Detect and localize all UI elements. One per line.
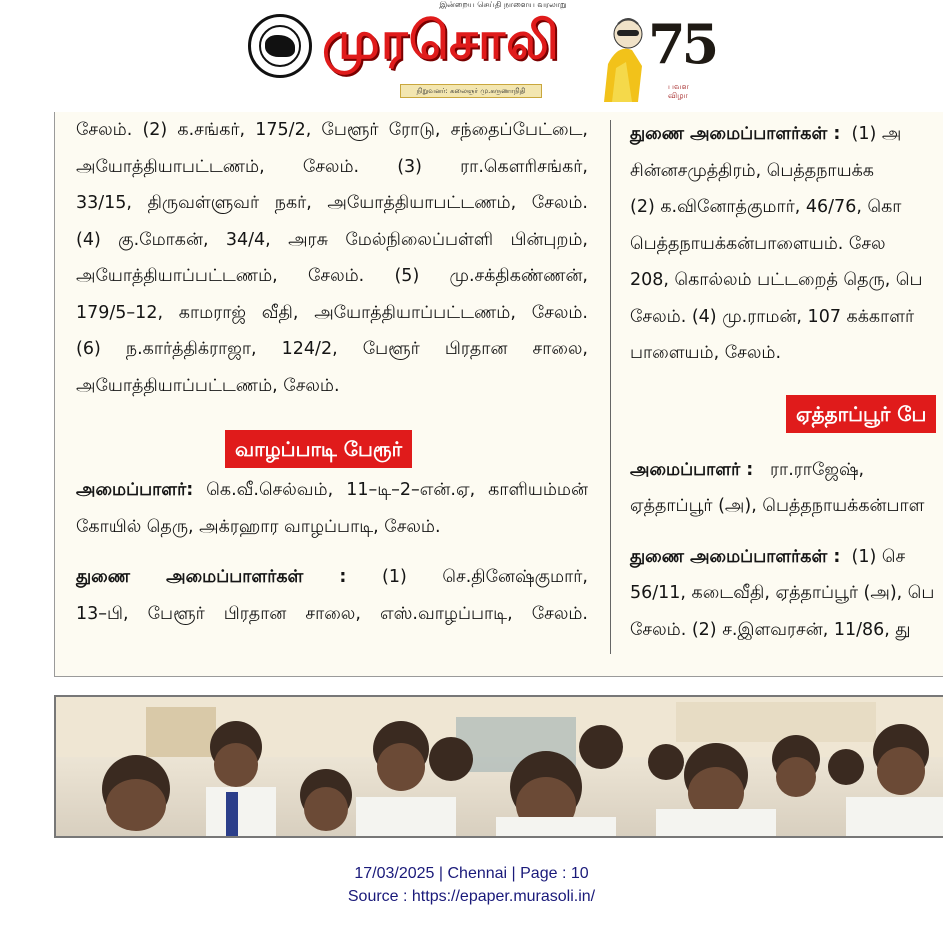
organiser-label: அமைப்பாளர் : — [630, 459, 754, 480]
page-footer — [0, 862, 943, 908]
text-line: ஏத்தாப்பூர் (அ), பெத்தநாயக்கன்பாள — [630, 496, 925, 516]
article-body — [54, 112, 943, 677]
text-line: சின்னசமுத்திரம், பெத்தநாயக்க — [630, 160, 874, 181]
column-divider — [610, 120, 611, 654]
left-column — [76, 112, 588, 632]
event-photo — [54, 695, 943, 838]
deputy-label: துணை அமைப்பாளர்கள் : — [630, 546, 841, 567]
text-line: (2) க.வினோத்குமார், 46/76, கொ — [630, 197, 902, 217]
text-line: 13–பி, பேளூர் பிரதான சாலை, எஸ்.வாழப்பாடி, சேலம். — [76, 603, 588, 624]
anniversary-caption: பவள விழா — [668, 82, 689, 100]
text-line: கோயில் தெரு, அக்ரஹார வாழப்பாடி, சேலம். — [76, 516, 441, 537]
text-line: பெத்தநாயக்கன்பாளையம். சேல — [630, 233, 886, 254]
organiser-label: அமைப்பாளர்: — [76, 480, 194, 500]
organiser-entry — [76, 472, 588, 509]
organiser-text: கெ.வீ.செல்வம், 11–டி–2–என்.ஏ, காளியம்மன் — [206, 480, 588, 500]
deputy-entry — [76, 559, 588, 596]
text-line: 33/15, திருவள்ளுவர் நகர், அயோத்தியாபட்டணம், சேலம். — [76, 193, 588, 213]
text-line: சேலம். (4) மு.ராமன், 107 கக்காளர் — [630, 306, 915, 327]
deputy-label: துணை அமைப்பாளர்கள் : — [630, 124, 841, 144]
section-heading — [786, 395, 936, 433]
text-line: சேலம். (2) க.சங்கர், 175/2, பேளூர் ரோடு, சந்தைப்பேட்டை, — [76, 120, 588, 140]
newspaper-title: முரசொலி — [322, 11, 560, 71]
dateline: 17/03/2025 | Chennai | Page : 10 — [354, 865, 589, 882]
section-heading — [225, 430, 412, 468]
text-line: அயோத்தியாபட்டணம், சேலம். (3) ரா.கௌரிசங்கர், — [76, 156, 588, 177]
anniversary-emblem — [598, 4, 716, 104]
crowd-photo-illustration — [56, 697, 943, 838]
section-title: வாழப்பாடி பேரூர் — [225, 430, 412, 468]
source-link[interactable]: Source : https://epaper.murasoli.in/ — [347, 888, 596, 905]
anniversary-number: 75 — [648, 12, 716, 76]
text-line: 179/5–12, காமராஜ் வீதி, அயோத்தியாப்பட்டணம், சேலம். — [76, 302, 588, 323]
deputy-label: துணை அமைப்பாளர்கள் : — [76, 567, 347, 587]
deputy-entry — [630, 539, 943, 576]
text-line: (6) ந.கார்த்திக்ராஜா, 124/2, பேளூர் பிரதான சாலை, — [76, 339, 588, 359]
right-column — [630, 112, 943, 648]
deputy-text: (1) செ — [851, 546, 906, 567]
text-line: 208, கொல்லம் பட்டறைத் தெரு, பெ — [630, 270, 923, 290]
text-line: (4) கு.மோகன், 34/4, அரசு மேல்நிலைப்பள்ளி பின்புறம், — [76, 229, 588, 250]
deputy-text: (1) செ.தினேஷ்குமார், — [382, 567, 588, 587]
founder-line: நிறுவனர்: கலைஞர் மு.கருணாநிதி — [400, 84, 542, 98]
masthead — [240, 0, 716, 110]
party-seal-logo — [248, 14, 312, 78]
text-line: அயோத்தியாப்பட்டணம், சேலம். (5) மு.சக்திகண்ணன், — [76, 266, 588, 286]
text-line: 56/11, கடைவீதி, ஏத்தாப்பூர் (அ), பெ — [630, 583, 935, 603]
text-line: அயோத்தியாப்பட்டணம், சேலம். — [76, 375, 340, 396]
text-line: சேலம். (2) ச.இளவரசன், 11/86, து — [630, 619, 911, 640]
masthead-tagline: இன்றைய செய்தி நாளைய வரலாறு — [439, 0, 567, 9]
organiser-entry — [630, 452, 943, 489]
text-line: பாளையம், சேலம். — [630, 343, 782, 363]
deputy-text: (1) அ — [851, 124, 902, 144]
organiser-text: ரா.ராஜேஷ், — [770, 459, 865, 480]
section-title: ஏத்தாப்பூர் பே — [786, 395, 936, 433]
deputy-entry — [630, 116, 943, 153]
